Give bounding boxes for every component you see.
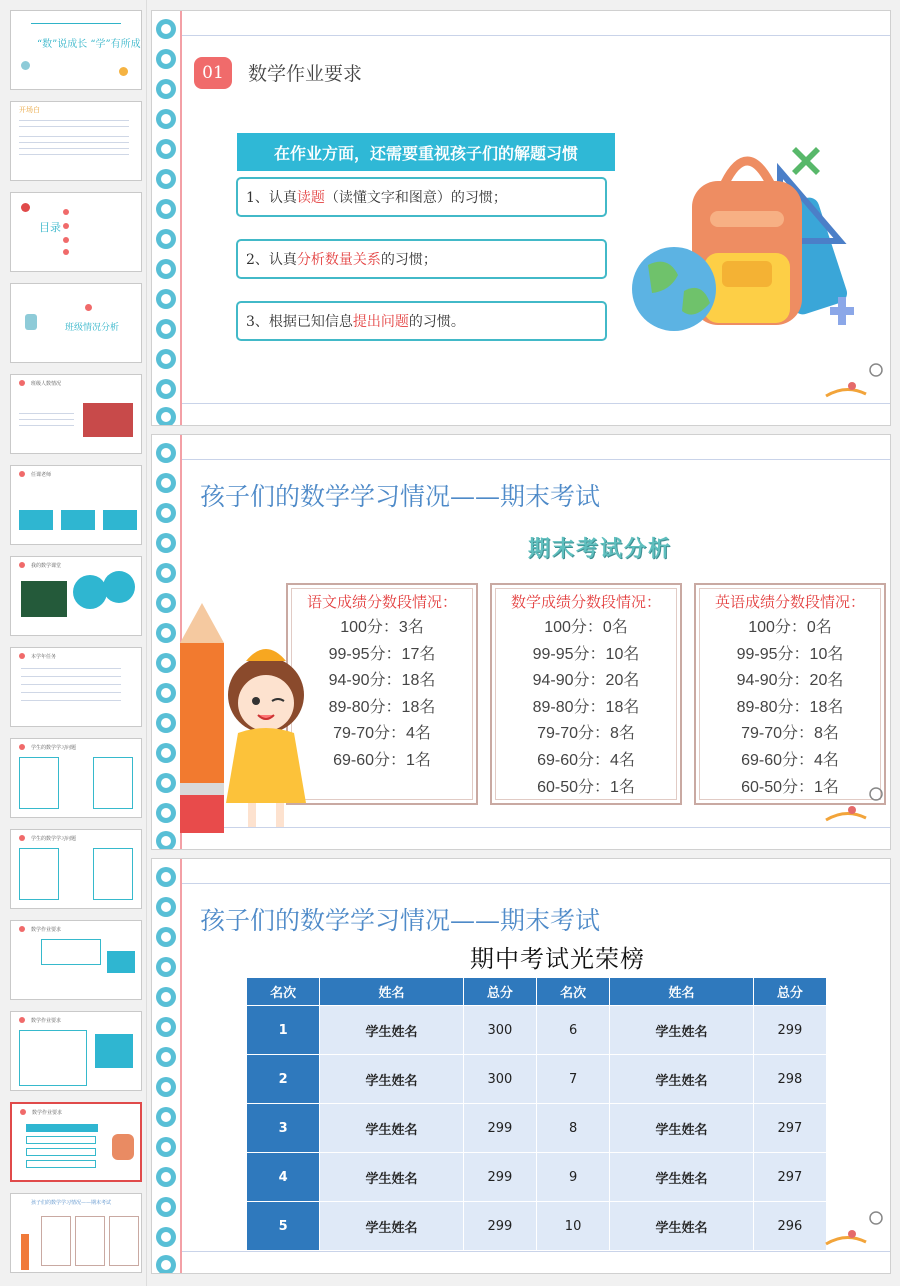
thumbnail-title: 学生的数学学习问题: [31, 745, 77, 751]
english-score-card: [694, 583, 886, 805]
column-header: 总分: [463, 978, 536, 1006]
habit-item-1: 1、认真 读题 （读懂文字和图意）的习惯；: [236, 177, 607, 217]
score-row: 69-60分：4名: [741, 751, 839, 769]
thumbnail-slide-9[interactable]: [10, 738, 142, 818]
habit-item-3: 3、根据已知信息 提出问题 的习惯。: [236, 301, 607, 341]
corner-doodle: [816, 780, 890, 826]
thumbnail-title: 数学作业要求: [32, 1110, 63, 1116]
thumbnail-slide-14[interactable]: [10, 1193, 142, 1273]
math-score-card: [490, 583, 682, 805]
thumbnail-title: 数学作业要求: [31, 927, 62, 933]
score-row: 79-70分：8名: [741, 725, 839, 743]
table-header-row: [247, 978, 827, 1006]
score-row: 99-95分：17名: [328, 645, 436, 663]
score-row: 60-50分：1名: [537, 778, 635, 796]
score-row: 60-50分：1名: [741, 778, 839, 796]
score-row: 79-70分：4名: [333, 725, 431, 743]
table-row: 4 学生姓名 299 9 学生姓名 297: [247, 1153, 827, 1202]
thumbnail-title: 我的数学课堂: [31, 563, 62, 569]
thumbnail-slide-5[interactable]: [10, 374, 142, 454]
table-row: 3 学生姓名 299 8 学生姓名 297: [247, 1104, 827, 1153]
slide-final-exam-analysis[interactable]: [151, 434, 891, 850]
thumbnail-slide-7[interactable]: [10, 556, 142, 636]
slide-title: 孩子们的数学学习情况——期末考试: [200, 906, 601, 935]
honor-roll-heading: 期中考试光荣榜: [470, 945, 645, 973]
slide-honor-roll[interactable]: [151, 858, 891, 1274]
analysis-subtitle: 期末考试分析: [528, 537, 673, 562]
column-header: 名次: [536, 978, 609, 1006]
score-row: 100分：0名: [748, 619, 832, 636]
thumbnail-slide-3[interactable]: [10, 192, 142, 272]
score-row: 94-90分：18名: [328, 672, 436, 690]
section-number-badge: 01: [194, 57, 232, 89]
corner-doodle: [816, 356, 890, 402]
headline-banner: 在作业方面，还需要重视孩子们的解题习惯: [237, 133, 615, 171]
thumbnail-title: 学生的数学学习问题: [31, 836, 77, 842]
thumbnail-title: 任课老师: [31, 472, 52, 478]
table-row: 2 学生姓名 300 7 学生姓名 298: [247, 1055, 827, 1104]
thumbnail-slide-12[interactable]: [10, 1011, 142, 1091]
score-row: 69-60分：4名: [537, 751, 635, 769]
thumbnail-slide-4[interactable]: [10, 283, 142, 363]
slide-title: 数学作业要求: [248, 63, 363, 85]
card-header: 数学成绩分数段情况：: [510, 593, 661, 611]
habit-item-2: 2、认真 分析数量关系 的习惯；: [236, 239, 607, 279]
thumbnail-slide-1[interactable]: [10, 10, 142, 90]
thumbnail-title: 本学年任务: [31, 654, 57, 660]
column-header: 总分: [753, 978, 826, 1006]
card-header: 英语成绩分数段情况：: [714, 593, 865, 611]
score-row: 94-90分：20名: [532, 672, 640, 690]
thumbnail-slide-8[interactable]: [10, 647, 142, 727]
pencil-girl-illustration: [176, 603, 326, 833]
thumbnail-slide-2[interactable]: [10, 101, 142, 181]
score-row: 100分：3名: [340, 619, 424, 636]
thumbnail-slide-10[interactable]: [10, 829, 142, 909]
card-header: 语文成绩分数段情况：: [306, 593, 457, 611]
backpack-globe-illustration: [630, 141, 860, 341]
column-header: 姓名: [610, 978, 754, 1006]
thumbnail-title: 班级情况分析: [65, 323, 120, 333]
thumbnail-title: 数学作业要求: [31, 1018, 62, 1024]
score-row: 89-80分：18名: [736, 698, 844, 716]
score-row: 99-95分：10名: [532, 645, 640, 663]
column-header: 名次: [247, 978, 320, 1006]
score-row: 79-70分：8名: [537, 725, 635, 743]
score-row: 69-60分：1名: [333, 751, 431, 769]
thumbnail-slide-6[interactable]: [10, 465, 142, 545]
score-row: 94-90分：20名: [736, 672, 844, 690]
thumbnail-title: “数”说成长 “学”有所成: [37, 39, 141, 50]
thumbnail-title: 开场白: [19, 106, 40, 114]
score-row: 99-95分：10名: [736, 645, 844, 663]
slide-editor-area[interactable]: [151, 0, 900, 1286]
thumbnail-slide-11[interactable]: [10, 920, 142, 1000]
thumbnail-title: 目录: [39, 221, 61, 234]
corner-doodle: [816, 1204, 890, 1250]
slide-homework-requirements[interactable]: [151, 10, 891, 426]
table-row: 5 学生姓名 299 10 学生姓名 296: [247, 1202, 827, 1251]
score-row: 89-80分：18名: [328, 698, 436, 716]
table-row: 1 学生姓名 300 6 学生姓名 299: [247, 1006, 827, 1055]
slide-title: 孩子们的数学学习情况——期末考试: [200, 482, 601, 511]
score-row: 89-80分：18名: [532, 698, 640, 716]
thumbnail-title: 孩子们的数学学习情况——期末考试: [31, 1200, 112, 1206]
thumbnail-slide-13[interactable]: [10, 1102, 142, 1182]
column-header: 姓名: [320, 978, 464, 1006]
thumbnail-title: 班级人数情况: [31, 381, 62, 387]
score-row: 100分：0名: [544, 619, 628, 636]
honor-roll-table: [246, 977, 827, 1251]
slide-thumbnail-pane[interactable]: [0, 0, 147, 1286]
